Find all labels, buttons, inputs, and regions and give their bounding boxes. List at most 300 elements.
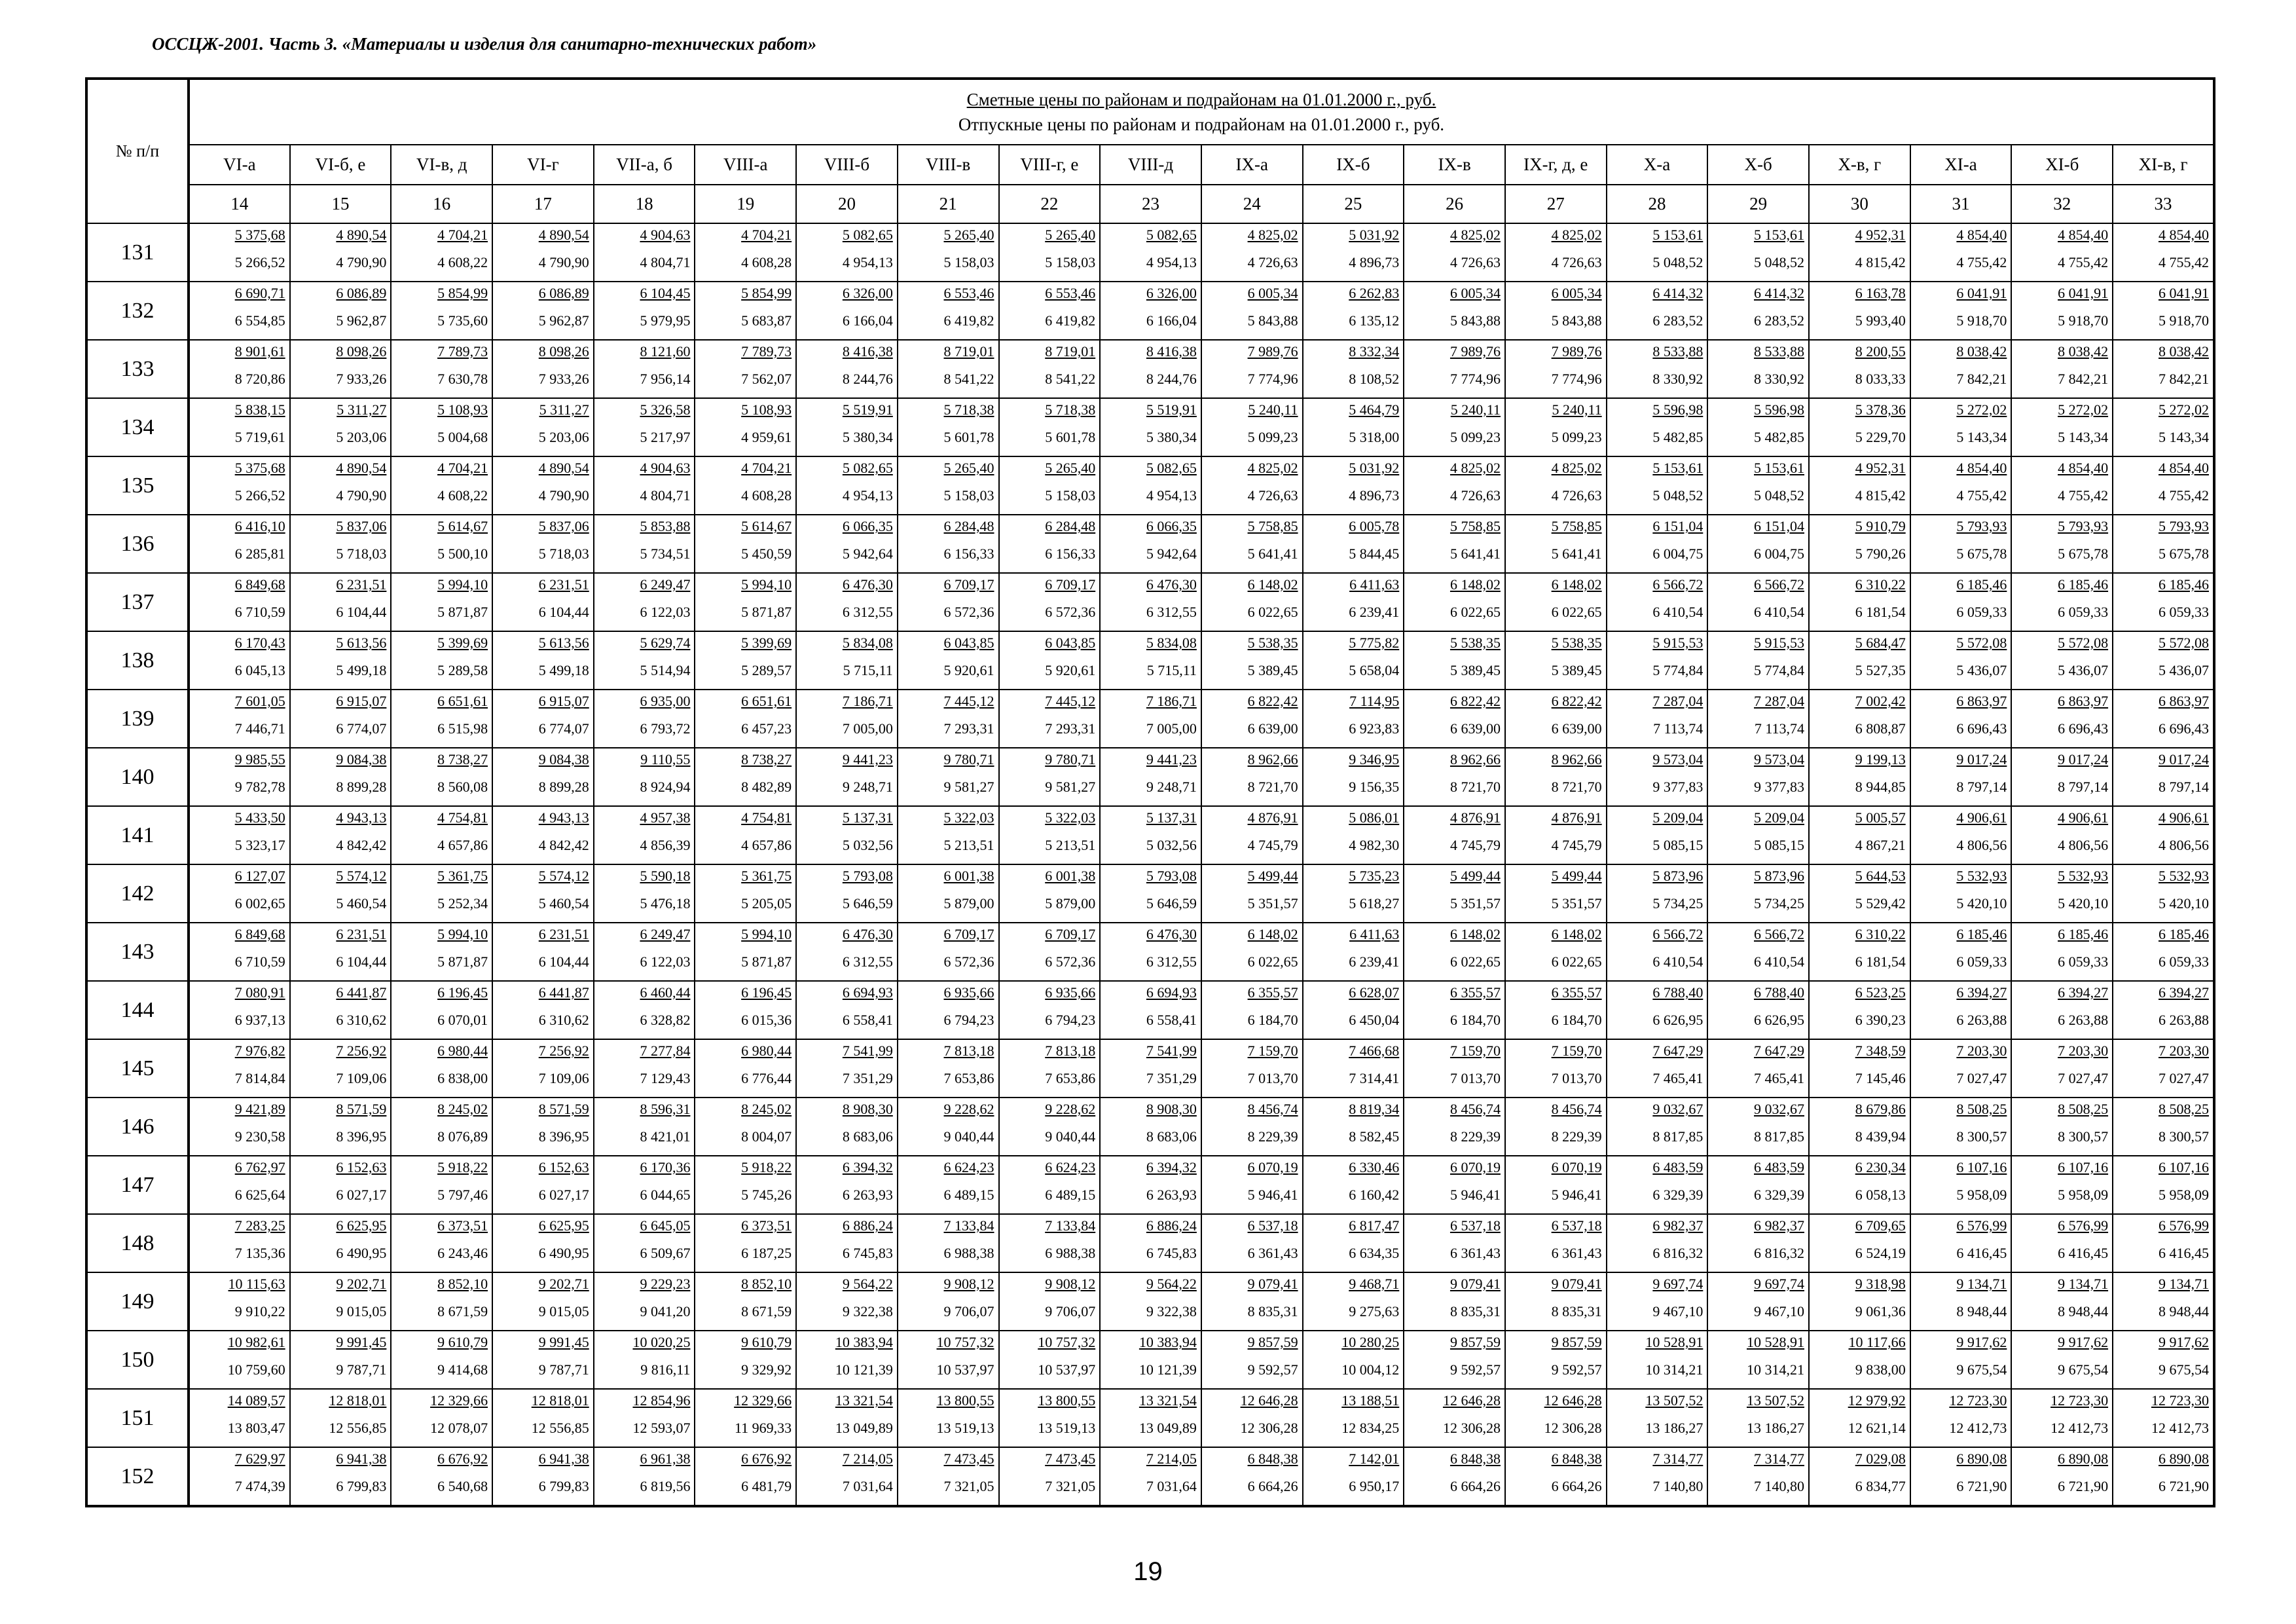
estimated-price: 6 310,22	[1855, 576, 1906, 593]
price-cell	[1303, 923, 1404, 981]
price-cell	[898, 1098, 999, 1156]
price-cell	[1809, 690, 1910, 748]
price-cell	[999, 748, 1101, 806]
price-cell	[492, 806, 594, 864]
estimated-price: 6 690,71	[234, 285, 285, 301]
selling-price: 9 467,10	[1652, 1303, 1704, 1320]
estimated-price: 9 134,71	[2058, 1276, 2109, 1292]
price-cell	[492, 1098, 594, 1156]
price-cell	[1809, 456, 1910, 515]
price-cell	[898, 981, 999, 1039]
selling-price: 6 059,33	[2058, 604, 2109, 620]
price-cell	[1910, 1214, 2012, 1272]
selling-price: 4 959,61	[741, 429, 792, 445]
estimated-price: 4 943,13	[336, 809, 387, 826]
estimated-price: 8 098,26	[538, 343, 589, 360]
price-cell	[1505, 398, 1607, 456]
price-cell	[2113, 748, 2214, 806]
price-cell	[796, 515, 898, 573]
selling-price: 6 022,65	[1449, 604, 1501, 620]
row-number: 135	[86, 456, 189, 515]
selling-price: 5 380,34	[1146, 429, 1197, 445]
estimated-price: 12 646,28	[1240, 1392, 1298, 1409]
price-cell	[391, 864, 492, 923]
selling-price: 9 377,83	[1652, 779, 1704, 795]
estimated-price: 6 185,46	[2158, 576, 2209, 593]
price-cell	[2113, 1447, 2214, 1506]
selling-price: 6 572,36	[943, 604, 994, 620]
estimated-price: 6 848,38	[1551, 1450, 1602, 1467]
estimated-price: 6 441,87	[538, 984, 589, 1001]
estimated-price: 8 245,02	[741, 1101, 792, 1117]
selling-price: 7 653,86	[943, 1070, 994, 1086]
selling-price: 4 790,90	[336, 254, 387, 270]
price-cell	[391, 748, 492, 806]
estimated-price: 5 915,53	[1652, 635, 1704, 651]
selling-price: 9 581,27	[943, 779, 994, 795]
selling-price: 6 243,46	[437, 1245, 488, 1261]
price-cell	[695, 282, 796, 340]
price-cell	[898, 923, 999, 981]
price-cell	[999, 456, 1101, 515]
price-cell	[2113, 1098, 2214, 1156]
price-cell	[391, 1039, 492, 1098]
price-cell	[290, 1098, 392, 1156]
table-row	[86, 981, 2214, 1039]
selling-price: 6 135,12	[1349, 312, 1400, 329]
estimated-price: 4 704,21	[437, 460, 488, 476]
price-cell	[290, 282, 392, 340]
price-cell	[1707, 1214, 1809, 1272]
price-cell	[1809, 223, 1910, 282]
price-cell	[1303, 1156, 1404, 1214]
estimated-price: 4 825,02	[1551, 460, 1602, 476]
estimated-price: 5 758,85	[1247, 518, 1298, 534]
selling-price: 12 556,85	[329, 1420, 387, 1436]
price-cell	[796, 631, 898, 690]
price-cell	[391, 398, 492, 456]
estimated-price: 5 326,58	[640, 401, 691, 418]
selling-price: 6 572,36	[1045, 604, 1096, 620]
price-cell	[189, 1389, 290, 1447]
selling-price: 6 710,59	[234, 604, 285, 620]
estimated-price: 7 989,76	[1449, 343, 1501, 360]
selling-price: 6 696,43	[2158, 720, 2209, 737]
selling-price: 5 871,87	[741, 953, 792, 970]
selling-price: 4 867,21	[1855, 837, 1906, 853]
estimated-price: 9 917,62	[1956, 1334, 2007, 1350]
estimated-price: 6 231,51	[538, 926, 589, 942]
estimated-price: 5 272,02	[2058, 401, 2109, 418]
selling-price: 9 248,71	[842, 779, 893, 795]
price-cell	[1809, 1272, 1910, 1331]
price-cell	[391, 1447, 492, 1506]
selling-price: 5 646,59	[842, 895, 893, 912]
selling-price: 5 158,03	[943, 254, 994, 270]
price-cell	[898, 1272, 999, 1331]
estimated-price: 13 800,55	[936, 1392, 994, 1409]
selling-price: 5 675,78	[2058, 545, 2109, 562]
estimated-price: 6 822,42	[1247, 693, 1298, 709]
price-cell	[2011, 1039, 2113, 1098]
selling-price: 5 646,59	[1146, 895, 1197, 912]
row-number: 141	[86, 806, 189, 864]
selling-price: 6 184,70	[1551, 1012, 1602, 1028]
price-cell	[1100, 340, 1201, 398]
selling-price: 4 896,73	[1349, 487, 1400, 504]
estimated-price: 6 709,17	[1045, 576, 1096, 593]
selling-price: 6 634,35	[1349, 1245, 1400, 1261]
price-cell	[594, 981, 695, 1039]
estimated-price: 9 228,62	[943, 1101, 994, 1117]
column-index: 33	[2113, 185, 2214, 223]
estimated-price: 8 456,74	[1247, 1101, 1298, 1117]
estimated-price: 4 957,38	[640, 809, 691, 826]
selling-price: 5 774,84	[1652, 662, 1704, 678]
price-cell	[1201, 631, 1303, 690]
selling-price: 7 013,70	[1449, 1070, 1501, 1086]
estimated-price: 9 084,38	[336, 751, 387, 767]
selling-price: 5 843,88	[1551, 312, 1602, 329]
estimated-price: 4 704,21	[437, 227, 488, 243]
price-cell	[695, 748, 796, 806]
estimated-price: 9 134,71	[1956, 1276, 2007, 1292]
selling-price: 7 013,70	[1247, 1070, 1298, 1086]
estimated-price: 10 982,61	[227, 1334, 285, 1350]
price-cell	[1707, 515, 1809, 573]
selling-price: 6 181,54	[1855, 953, 1906, 970]
estimated-price: 5 572,08	[2058, 635, 2109, 651]
estimated-price: 6 148,02	[1551, 576, 1602, 593]
price-cell	[2011, 1098, 2113, 1156]
selling-price: 4 755,42	[2158, 254, 2209, 270]
selling-price: 4 896,73	[1349, 254, 1400, 270]
selling-price: 9 061,36	[1855, 1303, 1906, 1320]
price-cell	[1809, 923, 1910, 981]
price-cell	[2011, 1214, 2113, 1272]
estimated-price: 6 231,51	[538, 576, 589, 593]
selling-price: 5 499,18	[538, 662, 589, 678]
selling-price: 9 275,63	[1349, 1303, 1400, 1320]
price-cell	[189, 573, 290, 631]
estimated-price: 6 961,38	[640, 1450, 691, 1467]
price-cell	[290, 1214, 392, 1272]
estimated-price: 8 596,31	[640, 1101, 691, 1117]
price-cell	[796, 1039, 898, 1098]
price-cell	[1707, 340, 1809, 398]
price-cell	[999, 631, 1101, 690]
estimated-price: 6 185,46	[2058, 576, 2109, 593]
estimated-price: 6 625,95	[336, 1217, 387, 1234]
price-cell	[1303, 1098, 1404, 1156]
selling-price: 4 755,42	[2158, 487, 2209, 504]
price-cell	[695, 690, 796, 748]
estimated-price: 9 573,04	[1652, 751, 1704, 767]
price-cell	[999, 573, 1101, 631]
selling-price: 6 489,15	[1045, 1187, 1096, 1203]
selling-price: 7 109,06	[538, 1070, 589, 1086]
selling-price: 5 499,18	[336, 662, 387, 678]
price-cell	[898, 456, 999, 515]
selling-price: 6 361,43	[1551, 1245, 1602, 1261]
selling-price: 6 059,33	[2158, 604, 2209, 620]
selling-price: 6 721,90	[2158, 1478, 2209, 1494]
column-index: 16	[391, 185, 492, 223]
selling-price: 5 032,56	[1146, 837, 1197, 853]
selling-price: 6 819,56	[640, 1478, 691, 1494]
estimated-price: 6 817,47	[1349, 1217, 1400, 1234]
price-cell	[999, 981, 1101, 1039]
estimated-price: 13 321,54	[835, 1392, 893, 1409]
estimated-price: 5 378,36	[1855, 401, 1906, 418]
estimated-price: 6 709,17	[943, 576, 994, 593]
estimated-price: 12 818,01	[329, 1392, 387, 1409]
selling-price: 5 734,51	[640, 545, 691, 562]
price-cell	[2011, 1272, 2113, 1331]
price-cell	[1607, 631, 1708, 690]
table-row	[86, 1214, 2214, 1272]
price-cell	[492, 1447, 594, 1506]
document-header: ОССЦЖ-2001. Часть 3. «Материалы и изделия для санитарно-технических работ»	[152, 34, 817, 54]
selling-price: 4 806,56	[2058, 837, 2109, 853]
estimated-price: 7 647,29	[1754, 1043, 1804, 1059]
table-row	[86, 1156, 2214, 1214]
price-cell	[594, 806, 695, 864]
price-cell	[2011, 748, 2113, 806]
selling-price: 7 005,00	[1146, 720, 1197, 737]
selling-price: 6 639,00	[1247, 720, 1298, 737]
estimated-price: 6 043,85	[1045, 635, 1096, 651]
selling-price: 8 229,39	[1449, 1128, 1501, 1145]
estimated-price: 5 574,12	[336, 868, 387, 884]
selling-price: 4 842,42	[336, 837, 387, 853]
estimated-price: 8 679,86	[1855, 1101, 1906, 1117]
price-cell	[1303, 806, 1404, 864]
estimated-price: 6 483,59	[1754, 1159, 1804, 1175]
selling-price: 6 808,87	[1855, 720, 1906, 737]
estimated-price: 7 159,70	[1247, 1043, 1298, 1059]
row-number: 150	[86, 1331, 189, 1389]
estimated-price: 5 572,08	[1956, 635, 2007, 651]
selling-price: 12 621,14	[1848, 1420, 1906, 1436]
price-cell	[1201, 1156, 1303, 1214]
selling-price: 8 560,08	[437, 779, 488, 795]
price-cell	[695, 223, 796, 282]
selling-price: 8 948,44	[2158, 1303, 2209, 1320]
estimated-price: 6 476,30	[1146, 576, 1197, 593]
estimated-price: 5 265,40	[1045, 227, 1096, 243]
selling-price: 5 482,85	[1652, 429, 1704, 445]
selling-price: 6 263,88	[1956, 1012, 2007, 1028]
selling-price: 7 113,74	[1754, 720, 1804, 737]
selling-price: 7 842,21	[2058, 371, 2109, 387]
selling-price: 5 797,46	[437, 1187, 488, 1203]
price-cell	[594, 1389, 695, 1447]
price-cell	[1201, 398, 1303, 456]
estimated-price: 8 908,30	[842, 1101, 893, 1117]
selling-price: 6 524,19	[1855, 1245, 1906, 1261]
estimated-price: 8 245,02	[437, 1101, 488, 1117]
estimated-price: 8 332,34	[1349, 343, 1400, 360]
estimated-price: 5 499,44	[1551, 868, 1602, 884]
row-number: 142	[86, 864, 189, 923]
selling-price: 6 027,17	[336, 1187, 387, 1203]
selling-price: 8 300,57	[2058, 1128, 2109, 1145]
selling-price: 5 004,68	[437, 429, 488, 445]
selling-price: 6 285,81	[234, 545, 285, 562]
selling-price: 4 608,28	[741, 487, 792, 504]
price-cell	[1303, 1331, 1404, 1389]
estimated-price: 7 314,77	[1652, 1450, 1704, 1467]
estimated-price: 6 411,63	[1349, 926, 1400, 942]
estimated-price: 5 793,08	[1146, 868, 1197, 884]
price-cell	[1404, 1389, 1505, 1447]
price-cell	[796, 282, 898, 340]
selling-price: 5 203,06	[336, 429, 387, 445]
selling-price: 9 592,57	[1551, 1361, 1602, 1378]
selling-price: 5 962,87	[538, 312, 589, 329]
selling-price: 5 460,54	[538, 895, 589, 912]
estimated-price: 6 863,97	[1956, 693, 2007, 709]
price-cell	[1303, 398, 1404, 456]
price-cell	[695, 398, 796, 456]
table-row	[86, 1098, 2214, 1156]
estimated-price: 5 322,03	[1045, 809, 1096, 826]
selling-price: 6 572,36	[1045, 953, 1096, 970]
selling-price: 5 217,97	[640, 429, 691, 445]
price-cell	[796, 864, 898, 923]
selling-price: 4 726,63	[1449, 487, 1501, 504]
price-cell	[2011, 340, 2113, 398]
estimated-price: 7 466,68	[1349, 1043, 1400, 1059]
district-header: X-в, г	[1809, 145, 1910, 185]
row-number: 136	[86, 515, 189, 573]
estimated-price: 4 906,61	[1956, 809, 2007, 826]
price-cell	[1303, 1389, 1404, 1447]
selling-price: 12 306,28	[1544, 1420, 1602, 1436]
selling-price: 9 787,71	[538, 1361, 589, 1378]
estimated-price: 9 857,59	[1551, 1334, 1602, 1350]
price-cell	[1910, 1272, 2012, 1331]
price-cell	[492, 981, 594, 1039]
price-cell	[1303, 515, 1404, 573]
estimated-price: 8 508,25	[2158, 1101, 2209, 1117]
selling-price: 8 244,76	[842, 371, 893, 387]
selling-price: 8 541,22	[1045, 371, 1096, 387]
column-index: 21	[898, 185, 999, 223]
district-header: VI-в, д	[391, 145, 492, 185]
estimated-price: 7 214,05	[1146, 1450, 1197, 1467]
price-cell	[1707, 1389, 1809, 1447]
estimated-price: 5 519,91	[842, 401, 893, 418]
price-cell	[1404, 1098, 1505, 1156]
estimated-price: 5 153,61	[1652, 227, 1704, 243]
price-cell	[594, 690, 695, 748]
price-cell	[999, 923, 1101, 981]
column-index-row	[86, 185, 2214, 223]
selling-price: 6 540,68	[437, 1478, 488, 1494]
estimated-price: 5 918,22	[741, 1159, 792, 1175]
estimated-price: 6 863,97	[2158, 693, 2209, 709]
price-cell	[695, 1039, 796, 1098]
price-cell	[1707, 690, 1809, 748]
selling-price: 5 958,09	[2058, 1187, 2109, 1203]
price-cell	[1201, 282, 1303, 340]
price-cell	[290, 573, 392, 631]
estimated-price: 6 553,46	[1045, 285, 1096, 301]
estimated-price: 13 800,55	[1038, 1392, 1096, 1409]
price-cell	[2011, 515, 2113, 573]
estimated-price: 9 346,95	[1349, 751, 1400, 767]
price-cell	[2113, 1039, 2214, 1098]
estimated-price: 5 538,35	[1551, 635, 1602, 651]
price-cell	[1505, 806, 1607, 864]
selling-price: 7 140,80	[1652, 1478, 1704, 1494]
estimated-price: 9 202,71	[336, 1276, 387, 1292]
selling-price: 7 933,26	[336, 371, 387, 387]
price-cell	[1303, 1214, 1404, 1272]
estimated-price: 6 355,57	[1449, 984, 1501, 1001]
price-cell	[2113, 515, 2214, 573]
price-cell	[1303, 864, 1404, 923]
column-index: 31	[1910, 185, 2012, 223]
selling-price: 5 203,06	[538, 429, 589, 445]
column-index: 23	[1100, 185, 1201, 223]
price-cell	[290, 864, 392, 923]
selling-price: 9 910,22	[234, 1303, 285, 1320]
price-cell	[492, 398, 594, 456]
estimated-price: 5 718,38	[943, 401, 994, 418]
estimated-price: 6 152,63	[336, 1159, 387, 1175]
price-cell	[796, 690, 898, 748]
selling-price: 6 774,07	[538, 720, 589, 737]
estimated-price: 5 532,93	[2058, 868, 2109, 884]
estimated-price: 4 825,02	[1449, 227, 1501, 243]
estimated-price: 5 375,68	[234, 227, 285, 243]
table-title-selling-prices: Отпускные цены по районам и подрайонам на 01.01.2000 г., руб.	[958, 115, 1445, 134]
estimated-price: 4 854,40	[2158, 460, 2209, 476]
selling-price: 6 022,65	[1551, 953, 1602, 970]
selling-price: 12 078,07	[430, 1420, 488, 1436]
estimated-price: 6 980,44	[741, 1043, 792, 1059]
selling-price: 9 040,44	[1045, 1128, 1096, 1145]
selling-price: 6 329,39	[1652, 1187, 1704, 1203]
price-cell	[2011, 456, 2113, 515]
price-cell	[1809, 398, 1910, 456]
table-row	[86, 923, 2214, 981]
estimated-price: 5 918,22	[437, 1159, 488, 1175]
selling-price: 6 058,13	[1855, 1187, 1906, 1203]
estimated-price: 5 994,10	[437, 926, 488, 942]
selling-price: 6 070,01	[437, 1012, 488, 1028]
selling-price: 8 948,44	[1956, 1303, 2007, 1320]
selling-price: 5 920,61	[1045, 662, 1096, 678]
estimated-price: 7 445,12	[943, 693, 994, 709]
estimated-price: 6 148,02	[1449, 926, 1501, 942]
selling-price: 5 918,70	[2058, 312, 2109, 329]
selling-price: 4 806,56	[1956, 837, 2007, 853]
selling-price: 10 004,12	[1341, 1361, 1400, 1378]
selling-price: 5 979,95	[640, 312, 691, 329]
price-cell	[999, 340, 1101, 398]
selling-price: 6 410,54	[1652, 604, 1704, 620]
estimated-price: 6 066,35	[1146, 518, 1197, 534]
estimated-price: 5 854,99	[741, 285, 792, 301]
selling-price: 6 015,36	[741, 1012, 792, 1028]
price-cell	[1910, 631, 2012, 690]
price-cell	[189, 1156, 290, 1214]
district-header: VI-б, е	[290, 145, 392, 185]
